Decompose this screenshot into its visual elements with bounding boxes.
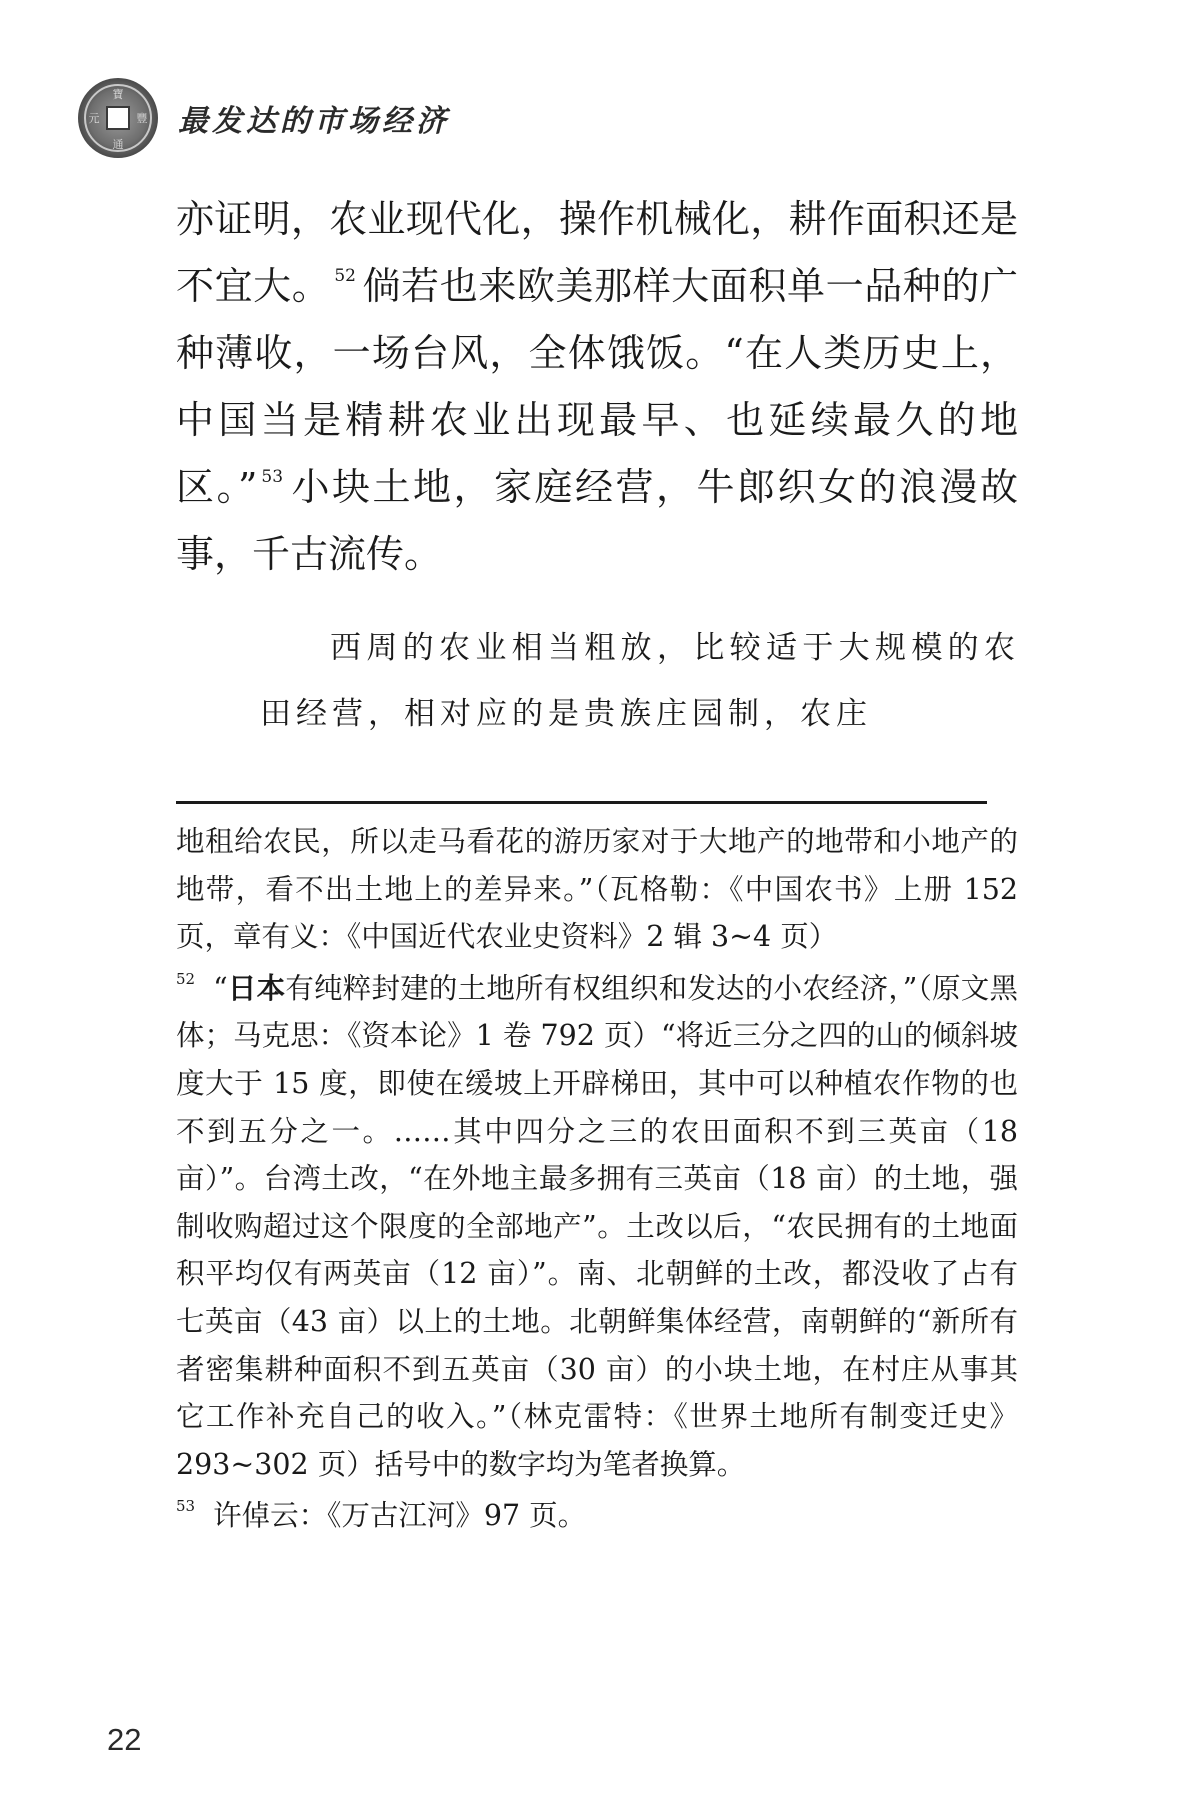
running-header [76,70,450,166]
main-paragraph [176,186,1018,588]
running-title: 最发达的市场经济 [178,104,450,139]
block-quote: 西周的农业相当粗放，比较适于大规模的农田经营，相对应的是贵族庄园制，农庄 [260,630,1020,732]
footnote-53 [176,1492,1018,1540]
footnote-continued: 地租给农民，所以走马看花的游历家对于大地产的地带和小地产的地带，看不出土地上的差异来。”（瓦格勒：《中国农书》上册 152 页，章有义：《中国近代农业史资料》2 辑 3~4 页） [176,825,1018,954]
footnote-52-text: 有纯粹封建的土地所有权组织和发达的小农经济，”（原文黑体；马克思：《资本论》1 卷 792 页）“将近三分之四的山的倾斜坡度大于 15 度，即使在缓坡上开辟梯田，其中可以种植农作物的也不到五分之一。……其中四分之三的农田面积不到三英亩（18 亩）”。台湾土改，“在外地主最多拥有三英亩（18 亩）的土地，强制收购超过这个限度的全部地产”。土改以后，“农民拥有的土地面积平均仅有两英亩（12 亩）”。南、北朝鲜的土改，都没收了占有七英亩（43 亩）以上的土地。北朝鲜集体经营，南朝鲜的“新所有者密集耕种面积不到五英亩（30 亩）的小块土地，在村庄从事其它工作补充自己的收入。”（林克雷特：《世界土地所有制变迁史》293~302 页）括号中的数字均为笔者换算。 [176,971,1018,1481]
svg-text:寶: 寶 [112,88,124,101]
footnote-52-open-quote: “ [213,971,228,1005]
footnote-number-53: 53 [176,1497,196,1516]
main-text-part-1: 亦证明，农业现代化，操作机械化，耕作面积还是不宜大。 [176,197,1018,308]
main-text-part-3: 小块土地，家庭经营，牛郎织女的浪漫故事，千古流传。 [176,465,1018,576]
footnotes [176,818,1018,1540]
main-text-part-2: 倘若也来欧美那样大面积单一品种的广种薄收，一场台风，全体饿饭。“在人类历史上，中国当是精耕农业出现最早、也延续最久的地区。” [176,264,1018,509]
footnote-ref-53[interactable]: 53 [261,467,284,487]
footnote-52 [176,965,1018,1489]
page-number: 22 [107,1722,142,1757]
footnote-52-bold-text: 日本 [227,971,286,1005]
svg-text:豐: 豐 [136,112,148,125]
svg-text:通: 通 [112,138,124,151]
footnote-ref-52[interactable]: 52 [334,266,356,286]
footnote-divider [176,801,987,804]
svg-text:元: 元 [88,112,100,125]
footnote-number-52: 52 [176,969,196,988]
ancient-coin-icon [76,76,160,160]
footnote-53-text: 许倬云：《万古江河》97 页。 [213,1499,587,1533]
